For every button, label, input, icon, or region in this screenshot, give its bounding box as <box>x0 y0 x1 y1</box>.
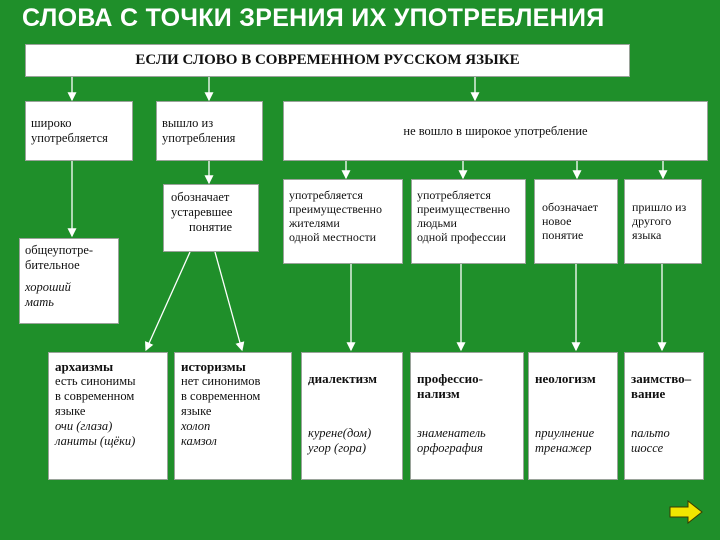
historisms-example1: холоп <box>181 419 211 433</box>
common-term-line1: общеупотре- <box>25 243 94 257</box>
new-concept-box <box>534 179 618 264</box>
archaisms-desc3: языке <box>55 404 86 418</box>
loanwords-example1: пальто <box>631 426 670 440</box>
loanwords-term2: вание <box>631 386 666 401</box>
dialectisms-term: диалектизм <box>308 371 378 386</box>
prof-line4: одной профессии <box>417 230 506 244</box>
prof-line2: преимущественно <box>417 202 510 216</box>
professionalisms-example1: знаменатель <box>417 426 486 440</box>
foreign-line3: языка <box>632 228 662 242</box>
historisms-box <box>174 352 292 480</box>
not-widely-used-text: не вошло в широкое употребление <box>403 123 588 138</box>
archaisms-example1: очи (глаза) <box>55 419 113 433</box>
historisms-desc1: нет синонимов <box>181 374 261 388</box>
dialectisms-example1: курене(дом) <box>308 426 372 440</box>
archaisms-desc1: есть синонимы <box>55 374 136 388</box>
dialectisms-box <box>301 352 403 480</box>
local-line3: жителями <box>289 216 340 230</box>
historisms-desc2: в современном <box>181 389 261 403</box>
prof-line3: людьми <box>417 216 457 230</box>
loanwords-box <box>624 352 704 480</box>
common-term-line2: бительное <box>25 258 80 272</box>
dialectisms-example2: угор (гора) <box>308 441 367 455</box>
widely-used-box <box>25 101 133 161</box>
widely-used-line1: широко <box>31 116 72 130</box>
obsolete-line2: устаревшее <box>171 205 233 219</box>
root-condition-text: ЕСЛИ СЛОВО В СОВРЕМЕННОМ РУССКОМ ЯЗЫКЕ <box>135 52 520 68</box>
neologisms-term: неологизм <box>535 371 596 386</box>
professionalisms-box <box>410 352 524 480</box>
archaisms-term: архаизмы <box>55 359 114 374</box>
root-condition-box <box>25 44 630 77</box>
common-example1: хороший <box>25 280 71 294</box>
professionalisms-example2: орфография <box>417 441 483 455</box>
historisms-term: историзмы <box>181 359 246 374</box>
loanwords-example2: шоссе <box>631 441 664 455</box>
foreign-line2: другого <box>632 214 672 228</box>
local-usage-box <box>283 179 403 264</box>
page-title: СЛОВА С ТОЧКИ ЗРЕНИЯ ИХ УПОТРЕБЛЕНИЯ <box>22 4 605 32</box>
common-example2: мать <box>25 295 54 309</box>
historisms-desc3: языке <box>181 404 212 418</box>
prof-line1: употребляется <box>417 188 491 202</box>
foreign-line1: пришло из <box>632 200 687 214</box>
neologisms-example2: тренажер <box>535 441 592 455</box>
local-line4: одной местности <box>289 230 377 244</box>
archaisms-box <box>48 352 168 480</box>
local-line2: преимущественно <box>289 202 382 216</box>
obsolete-concept-box <box>163 184 259 252</box>
archaisms-example2: ланиты (щёки) <box>55 434 136 448</box>
professionalisms-term1: профессио- <box>417 371 484 386</box>
neologisms-example1: приулнение <box>535 426 595 440</box>
new-line3: понятие <box>542 228 584 242</box>
new-line2: новое <box>542 214 572 228</box>
widely-used-line2: употребляется <box>31 131 108 145</box>
obsolete-line3: понятие <box>189 220 233 234</box>
right-arrow-icon[interactable] <box>669 500 703 529</box>
out-of-use-line2: употребления <box>162 131 236 145</box>
historisms-example2: камзол <box>181 434 217 448</box>
foreign-origin-box <box>624 179 702 264</box>
professionalisms-term2: нализм <box>417 386 460 401</box>
obsolete-line1: обозначает <box>171 190 230 204</box>
profession-usage-box <box>411 179 526 264</box>
neologisms-box <box>528 352 618 480</box>
new-line1: обозначает <box>542 200 599 214</box>
out-of-use-line1: вышло из <box>162 116 214 130</box>
loanwords-term1: заимство– <box>631 371 692 386</box>
local-line1: употребляется <box>289 188 363 202</box>
not-widely-used-box <box>283 101 708 161</box>
out-of-use-box <box>156 101 263 161</box>
archaisms-desc2: в современном <box>55 389 135 403</box>
common-words-box <box>19 238 119 324</box>
